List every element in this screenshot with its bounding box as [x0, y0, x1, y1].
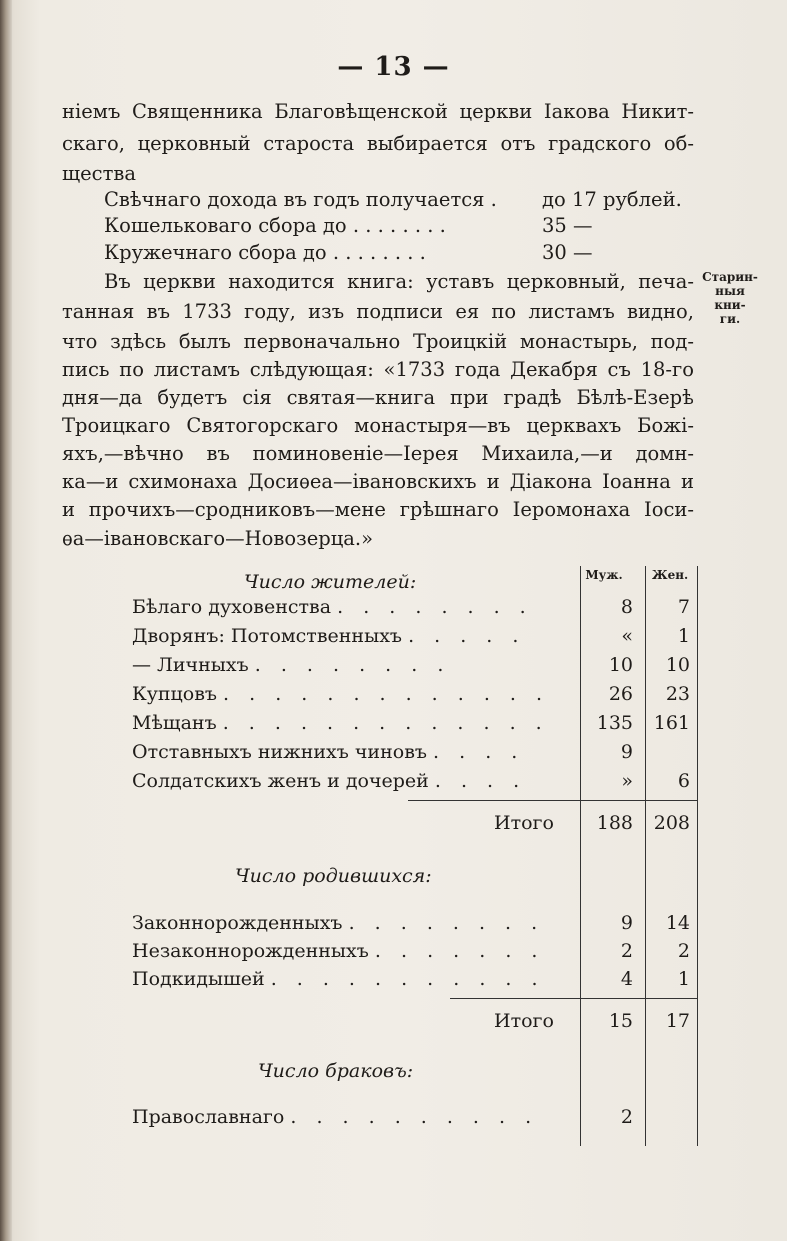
- word: 1733: [182, 300, 232, 323]
- word: что: [62, 330, 98, 353]
- column-header-male: Муж.: [585, 568, 623, 582]
- word: Михаила,—и: [481, 442, 613, 465]
- word: книга:: [347, 270, 414, 293]
- row-label: Отставныхъ нижнихъ чиновъ: [132, 741, 427, 763]
- table-row-label: [132, 940, 544, 962]
- cell-male: «: [621, 625, 633, 647]
- word: Іоанна: [602, 470, 671, 493]
- row-label: Православнаго: [132, 1106, 285, 1128]
- cell-male: 26: [608, 683, 633, 705]
- text-line: [62, 300, 694, 324]
- table-row-label: [132, 968, 545, 990]
- word: ніемъ: [62, 100, 121, 123]
- leader-dots: . . . . . . . .: [348, 912, 545, 934]
- word: староста: [263, 132, 355, 155]
- word: «1733: [383, 358, 446, 381]
- word: Декабря: [510, 358, 598, 381]
- cell-male: 9: [620, 741, 633, 763]
- word: листамъ: [528, 300, 615, 323]
- cell-female: 2: [677, 940, 690, 962]
- text-line: [62, 330, 694, 354]
- word: года: [454, 358, 501, 381]
- section-caption: Число жителей:: [244, 571, 417, 593]
- cell-female: 10: [665, 654, 690, 676]
- word: градѣ: [503, 386, 562, 409]
- income-row: [104, 241, 426, 265]
- word: Благовѣщенской: [274, 100, 448, 123]
- word: пись: [62, 358, 110, 381]
- cell-male: 2: [620, 940, 633, 962]
- income-value: 35 —: [542, 214, 593, 237]
- total-male: 188: [596, 812, 633, 834]
- word: сія: [242, 386, 272, 409]
- income-label: Свѣчнаго дохода въ годъ получается: [104, 188, 485, 211]
- total-female: 208: [653, 812, 690, 834]
- cell-female: 14: [665, 912, 690, 934]
- word: при: [450, 386, 489, 409]
- word: церковный: [137, 132, 251, 155]
- word: здѣсь: [110, 330, 167, 353]
- total-label: Итого: [494, 1010, 554, 1032]
- word: об-: [663, 132, 694, 155]
- word: выбирается: [366, 132, 488, 155]
- word: ѳа—івановскаго—Новозерца.»: [62, 527, 374, 550]
- word: слѣдующая:: [249, 358, 374, 381]
- cell-female: 1: [677, 625, 690, 647]
- cell-male: 135: [596, 712, 633, 734]
- income-label: Кошельковаго сбора до: [104, 214, 347, 237]
- word: Священника: [132, 100, 263, 123]
- table-row-label: [132, 1106, 538, 1128]
- income-label: Кружечнаго сбора до: [104, 241, 327, 264]
- word: и: [680, 470, 694, 493]
- income-row: [104, 188, 497, 212]
- word: отъ: [500, 132, 536, 155]
- margin-note: [700, 270, 760, 326]
- income-row: [104, 214, 446, 238]
- column-rule: [645, 566, 646, 1146]
- word: изъ: [308, 300, 345, 323]
- total-female: 17: [665, 1010, 690, 1032]
- word: подписи: [356, 300, 444, 323]
- word: и: [62, 498, 75, 521]
- table-row-label: [132, 770, 526, 792]
- word: Никит-: [621, 100, 694, 123]
- word: Бѣлѣ-Езерѣ: [576, 386, 694, 409]
- total-male: 15: [608, 1010, 633, 1032]
- word: схимонаха: [128, 470, 238, 493]
- word: Троицкій: [412, 330, 508, 353]
- text-line: [62, 498, 694, 522]
- word: грѣшнаго: [399, 498, 499, 521]
- cell-male: 4: [620, 968, 633, 990]
- word: будетъ: [157, 386, 228, 409]
- word: по: [119, 358, 144, 381]
- row-label: Купцовъ: [132, 683, 217, 705]
- leader-dots: . . . . .: [408, 625, 526, 647]
- leader-dots: . . . . . . . .: [326, 241, 426, 264]
- cell-female: 23: [665, 683, 690, 705]
- cell-male: 2: [620, 1106, 633, 1128]
- word: церквахъ: [526, 414, 622, 437]
- word: году,: [244, 300, 296, 323]
- leader-dots: . . . . . . . . . . . . .: [222, 712, 549, 734]
- word: домн-: [635, 442, 694, 465]
- word: ея: [455, 300, 480, 323]
- word: церковный,: [506, 270, 626, 293]
- leader-dots: . . . . . . . .: [337, 596, 533, 618]
- leader-dots: . . . .: [433, 741, 525, 763]
- word: Божі-: [637, 414, 694, 437]
- row-label: Солдатскихъ женъ и дочерей: [132, 770, 429, 792]
- word: Въ: [104, 270, 131, 293]
- text-line: [62, 358, 694, 382]
- cell-female: 161: [653, 712, 690, 734]
- word: под-: [650, 330, 694, 353]
- text-line: [62, 527, 373, 551]
- word: дня—да: [62, 386, 143, 409]
- total-rule: [408, 800, 697, 801]
- word: поминовеніе—Іерея: [252, 442, 459, 465]
- word: танная: [62, 300, 135, 323]
- table-row-label: [132, 712, 549, 734]
- word: видно,: [627, 300, 694, 323]
- word: Іакова: [543, 100, 610, 123]
- table-row-label: [132, 654, 450, 676]
- section-caption: Число браковъ:: [258, 1060, 414, 1082]
- cell-male: 8: [620, 596, 633, 618]
- total-label: Итого: [494, 812, 554, 834]
- row-label: Бѣлаго духовенства: [132, 596, 332, 618]
- text-line: [62, 100, 694, 124]
- table-row-label: [132, 741, 524, 763]
- income-value: 30 —: [542, 241, 593, 264]
- leader-dots: . . . .: [434, 770, 527, 792]
- margin-note-line: ныя кни-: [714, 284, 746, 312]
- word: монастыря—въ: [354, 414, 511, 437]
- text-line: [62, 470, 694, 494]
- leader-dots: . . . . . . . . . . . . .: [223, 683, 550, 705]
- word: въ: [146, 300, 170, 323]
- word: градского: [548, 132, 652, 155]
- word: печа-: [638, 270, 694, 293]
- column-rule: [580, 566, 581, 1146]
- word: въ: [206, 442, 230, 465]
- margin-note-line: ги.: [719, 312, 741, 326]
- leader-dots: . . . . . . . .: [254, 654, 451, 676]
- word: первоначально: [243, 330, 401, 353]
- word: листамъ: [153, 358, 240, 381]
- word: скаго,: [62, 132, 125, 155]
- table-row-label: [132, 596, 533, 618]
- word: прочихъ—сродниковъ—мене: [88, 498, 386, 521]
- word: Досиѳеа—івановскихъ: [247, 470, 477, 493]
- table-row-label: [132, 625, 525, 647]
- leader-dots: . . . . . . . .: [346, 214, 446, 237]
- income-value: до 17 рублей.: [542, 188, 682, 211]
- section-caption: Число родившихся:: [235, 865, 432, 887]
- word: Іоси-: [644, 498, 694, 521]
- cell-female: 6: [677, 770, 690, 792]
- cell-male: 9: [620, 912, 633, 934]
- text-line: [62, 442, 694, 466]
- word: ка—и: [62, 470, 119, 493]
- text-line: [62, 386, 694, 410]
- word: Святогорскаго: [186, 414, 339, 437]
- leader-dots: . . . . . . .: [374, 940, 545, 962]
- cell-female: 1: [677, 968, 690, 990]
- row-label: Мѣщанъ: [132, 712, 217, 734]
- row-label: Законнорожденныхъ: [132, 912, 343, 934]
- column-header-female: Жен.: [651, 568, 689, 582]
- word: 18-го: [640, 358, 694, 381]
- word: находится: [228, 270, 335, 293]
- cell-male: »: [621, 770, 633, 792]
- word: Троицкаго: [62, 414, 171, 437]
- table-row-label: [132, 912, 544, 934]
- word: церкви: [459, 100, 533, 123]
- cell-male: 10: [608, 654, 633, 676]
- row-label: Подкидышей: [132, 968, 265, 990]
- row-label: Дворянъ: Потомственныхъ: [132, 625, 403, 647]
- text-line: [62, 414, 694, 438]
- word: по: [491, 300, 517, 323]
- row-label: Незаконнорожденныхъ: [132, 940, 369, 962]
- cell-female: 7: [677, 596, 690, 618]
- row-label: — Личныхъ: [132, 654, 249, 676]
- column-rule: [697, 566, 698, 1146]
- leader-dots: . . . . . . . . . . .: [270, 968, 545, 990]
- word: и: [486, 470, 500, 493]
- text-line: [62, 162, 136, 186]
- page-number: — 13 —: [337, 52, 450, 82]
- leader-dots: .: [484, 188, 497, 211]
- word: уставъ: [426, 270, 495, 293]
- word: былъ: [178, 330, 231, 353]
- word: церкви: [143, 270, 216, 293]
- text-line: [62, 132, 694, 156]
- word: яхъ,—вѣчно: [62, 442, 184, 465]
- margin-note-line: Старин-: [702, 270, 758, 284]
- word: Іеромонаха: [512, 498, 631, 521]
- leader-dots: . . . . . . . . . .: [290, 1106, 539, 1128]
- table-row-label: [132, 683, 549, 705]
- total-rule: [450, 998, 697, 999]
- book-spine: [0, 0, 12, 1241]
- word: Діакона: [509, 470, 593, 493]
- text-line: [104, 270, 694, 294]
- word: съ: [607, 358, 631, 381]
- word: монастырь,: [519, 330, 638, 353]
- word: щества: [62, 162, 136, 185]
- word: святая—книга: [286, 386, 436, 409]
